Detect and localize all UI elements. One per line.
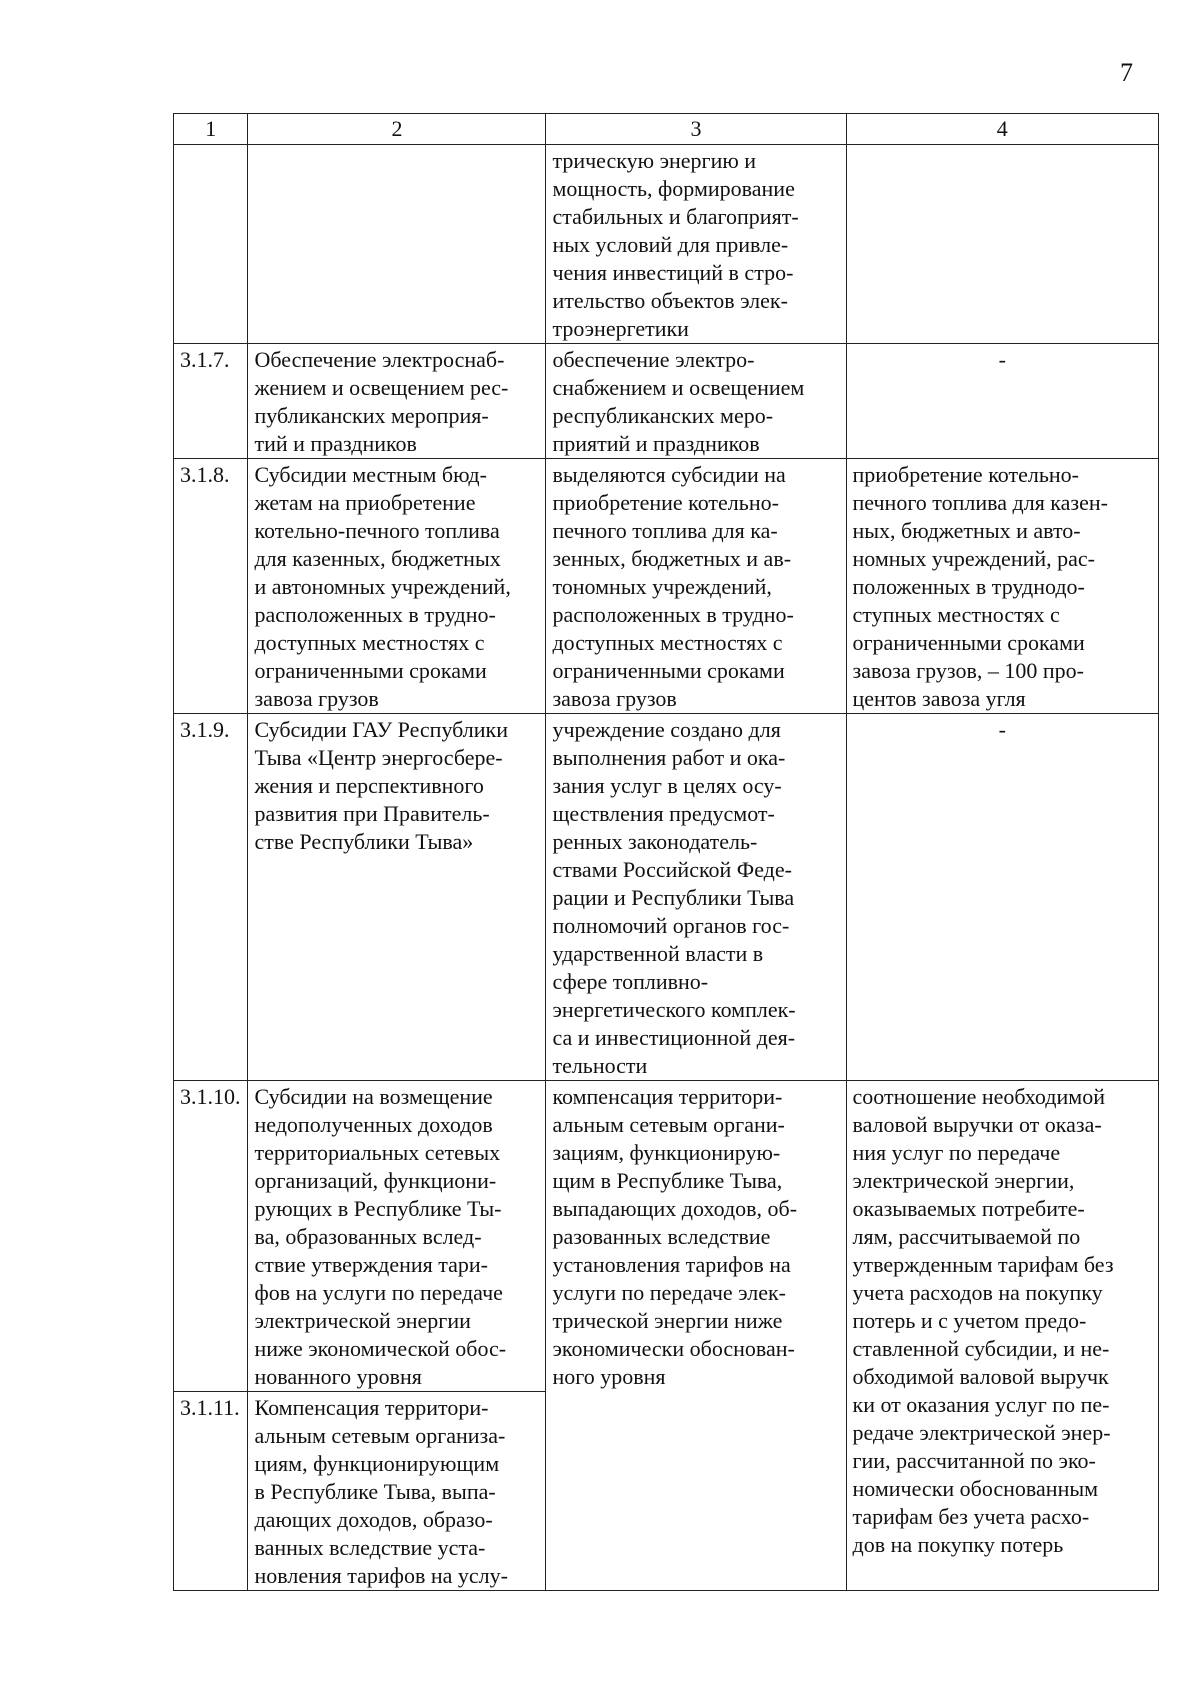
row-name: Обеспечение электроснаб- жением и освещением рес- публиканских мероприя- тий и праздников	[248, 344, 546, 459]
row-name: Субсидии ГАУ Республики Тыва «Центр энергосбере- жения и перспективного развития при Правитель- стве Республики Тыва»	[248, 714, 546, 1081]
header-col-2: 2	[248, 114, 546, 145]
table-row	[174, 145, 1159, 344]
table-row	[174, 714, 1159, 1081]
program-table	[173, 113, 1159, 1591]
row-number: 3.1.7.	[174, 344, 248, 459]
header-col-1: 1	[174, 114, 248, 145]
row-description: трическую энергию и мощность, формирование стабильных и благоприят- ных условий для привле- чения инвестиций в стро- ительство объектов элек- троэнергетики	[546, 145, 846, 344]
row-name: Субсидии на возмещение недополученных доходов территориальных сетевых организаций, функциони- рующих в Республике Ты- ва, образованных вслед- ствие утверждения тари- фов на услуги по передаче электрической энергии ниже экономической обос- нованного уровня	[248, 1081, 546, 1392]
row-description: учреждение создано для выполнения работ и ока- зания услуг в целях осу- ществления предусмот- ренных законодатель- ствами Российской Феде- рации и Республики Тыва полномочий органов гос- ударственной власти в сфере топливно- энергетического комплек- са и инвестиционной дея- тельности	[546, 714, 846, 1081]
row-indicator: приобретение котельно- печного топлива для казен- ных, бюджетных и авто- номных учреждений, рас- положенных в труднодо- ступных местностях с ограниченными сроками завоза грузов, – 100 про- центов завоза угля	[846, 459, 1159, 714]
row-number: 3.1.11.	[174, 1392, 248, 1591]
table-row	[174, 1081, 1159, 1392]
row-number: 3.1.8.	[174, 459, 248, 714]
row-description: обеспечение электро- снабжением и освещением республиканских меро- приятий и праздников	[546, 344, 846, 459]
table-row	[174, 344, 1159, 459]
row-description: компенсация территори- альным сетевым органи- зациям, функционирую- щим в Республике Тыва, выпадающих доходов, об- разованных вследствие установления тарифов на услуги по передаче элек- трической энергии ниже экономически обоснован- ного уровня	[546, 1081, 846, 1591]
row-name	[248, 145, 546, 344]
header-col-4: 4	[846, 114, 1159, 145]
row-name: Субсидии местным бюд- жетам на приобретение котельно-печного топлива для казенных, бюджетных и автономных учреждений, расположенных в трудно- доступных местностях с ограниченными сроками завоза грузов	[248, 459, 546, 714]
row-number: 3.1.9.	[174, 714, 248, 1081]
row-indicator	[846, 145, 1159, 344]
row-indicator: соотношение необходимой валовой выручки от оказа- ния услуг по передаче электрической энергии, оказываемых потребите- лям, рассчитываемой по утвержденным тарифам без учета расходов на покупку потерь и с учетом предо- ставленной субсидии, и не- обходимой валовой выручк ки от оказания услуг по пе- редаче электрической энер- гии, рассчитанной по эко- номически обоснованным тарифам без учета расхо- дов на покупку потерь	[846, 1081, 1159, 1591]
row-number: 3.1.10.	[174, 1081, 248, 1392]
table-header-row	[174, 114, 1159, 145]
table-row	[174, 459, 1159, 714]
row-number	[174, 145, 248, 344]
header-col-3: 3	[546, 114, 846, 145]
row-indicator: -	[846, 714, 1159, 1081]
row-description: выделяются субсидии на приобретение котельно- печного топлива для ка- зенных, бюджетных и ав- тономных учреждений, расположенных в трудно- доступных местностях с ограниченными сроками завоза грузов	[546, 459, 846, 714]
page-number: 7	[1120, 58, 1133, 87]
row-name: Компенсация территори- альным сетевым организа- циям, функционирующим в Республике Тыва, выпа- дающих доходов, образо- ванных вследствие уста- новления тарифов на услу-	[248, 1392, 546, 1591]
row-indicator: -	[846, 344, 1159, 459]
